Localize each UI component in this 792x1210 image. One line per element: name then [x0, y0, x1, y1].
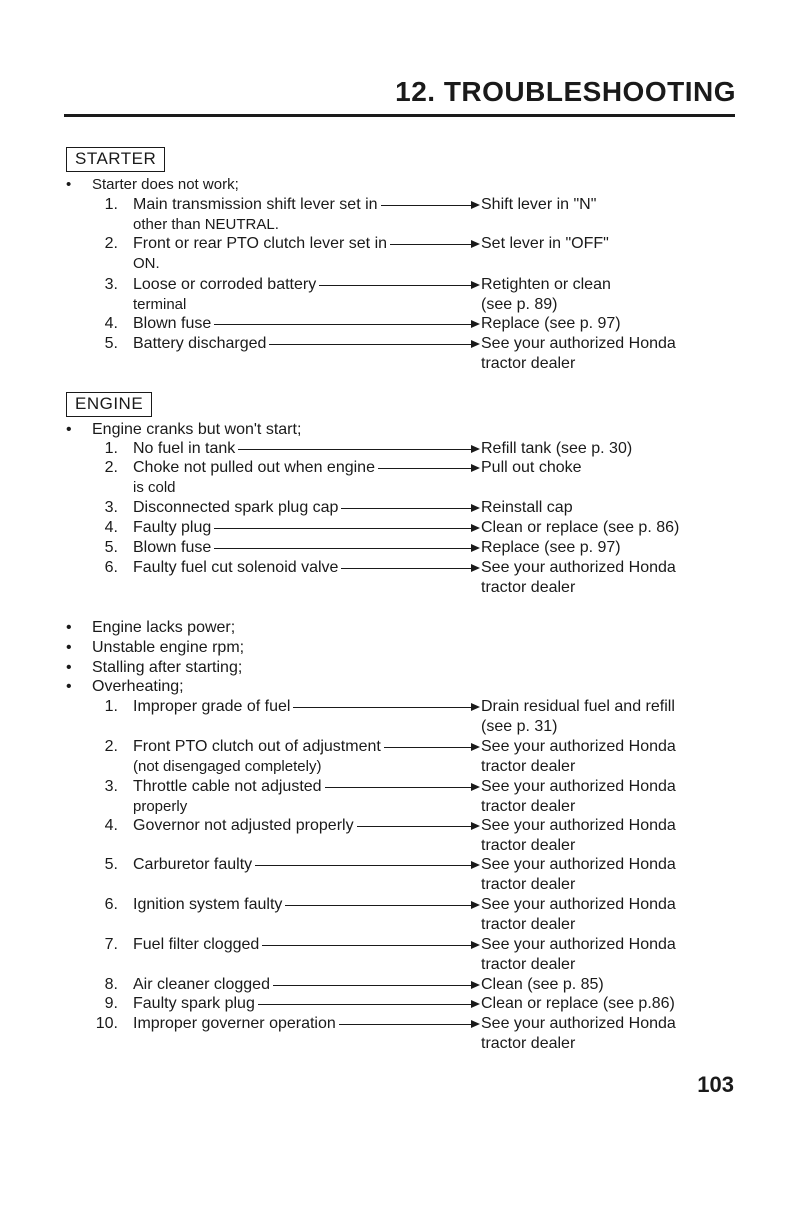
remedy-text: See your authorized Honda	[481, 856, 676, 873]
leader-line	[269, 344, 471, 345]
leader-line	[273, 985, 471, 986]
arrow-right-icon	[471, 524, 480, 532]
leader-line	[262, 945, 471, 946]
remedy-text: Shift lever in "N"	[481, 196, 597, 213]
cause-continuation: ON.	[133, 255, 160, 272]
remedy-text: Set lever in "OFF"	[481, 235, 609, 252]
arrow-right-icon	[471, 703, 480, 711]
cause-continuation: (not disengaged completely)	[133, 758, 322, 775]
remedy-continuation: tractor dealer	[481, 798, 576, 815]
power-symptom	[66, 638, 244, 658]
arrow-right-icon	[471, 901, 480, 909]
bullet-icon: •	[66, 619, 72, 636]
page-number: 103	[697, 1072, 734, 1097]
cause-text: Air cleaner clogged	[133, 976, 270, 993]
bullet-icon: •	[66, 659, 72, 676]
item-number: 3.	[104, 276, 118, 293]
arrow-right-icon	[471, 783, 480, 791]
power-symptom-text: Overheating;	[92, 678, 184, 695]
remedy-text: See your authorized Honda	[481, 936, 676, 953]
cause-text: Loose or corroded battery	[133, 276, 317, 293]
remedy-text: See your authorized Honda	[481, 1015, 676, 1032]
cause-text: Faulty fuel cut solenoid valve	[133, 559, 339, 576]
cause-text: Front or rear PTO clutch lever set in	[133, 235, 388, 252]
starter-symptom-text: Starter does not work;	[92, 176, 239, 193]
engine-section-label: ENGINE	[66, 392, 152, 417]
remedy-text: See your authorized Honda	[481, 817, 676, 834]
power-symptom-text: Stalling after starting;	[92, 659, 243, 676]
power-symptom-text: Unstable engine rpm;	[92, 639, 245, 656]
bullet-icon: •	[66, 176, 72, 193]
remedy-continuation: (see p. 89)	[481, 296, 558, 313]
item-number: 6.	[104, 559, 118, 576]
cause-continuation: is cold	[133, 479, 176, 496]
item-number: 6.	[104, 896, 118, 913]
remedy-text: Pull out choke	[481, 459, 582, 476]
remedy-text: See your authorized Honda	[481, 778, 676, 795]
leader-line	[258, 1004, 471, 1005]
leader-line	[319, 285, 471, 286]
item-number: 7.	[104, 936, 118, 953]
remedy-text: Replace (see p. 97)	[481, 315, 621, 332]
item-number: 2.	[104, 738, 118, 755]
item-number: 9.	[104, 995, 118, 1012]
arrow-right-icon	[471, 941, 480, 949]
item-number: 3.	[104, 778, 118, 795]
leader-line	[341, 568, 471, 569]
arrow-right-icon	[471, 504, 480, 512]
leader-line	[339, 1024, 471, 1025]
cause-text: Blown fuse	[133, 539, 212, 556]
cause-text: Carburetor faulty	[133, 856, 253, 873]
arrow-right-icon	[471, 544, 480, 552]
item-number: 10.	[95, 1015, 118, 1032]
item-number: 8.	[104, 976, 118, 993]
leader-line	[214, 528, 471, 529]
cause-continuation: terminal	[133, 296, 187, 313]
arrow-right-icon	[471, 340, 480, 348]
bullet-icon: •	[66, 421, 72, 438]
cause-text: Front PTO clutch out of adjustment	[133, 738, 381, 755]
cause-text: Faulty plug	[133, 519, 212, 536]
starter-section-label: STARTER	[66, 147, 165, 172]
remedy-text: See your authorized Honda	[481, 738, 676, 755]
cause-text: Faulty spark plug	[133, 995, 255, 1012]
bullet-icon: •	[66, 678, 72, 695]
remedy-continuation: (see p. 31)	[481, 718, 558, 735]
cause-text: Blown fuse	[133, 315, 212, 332]
arrow-right-icon	[471, 861, 480, 869]
engine-symptom-text: Engine cranks but won't start;	[92, 421, 302, 438]
chapter-title: 12. TROUBLESHOOTING	[395, 76, 736, 107]
remedy-continuation: tractor dealer	[481, 758, 576, 775]
leader-line	[378, 468, 471, 469]
remedy-text: Replace (see p. 97)	[481, 539, 621, 556]
item-number: 1.	[104, 196, 118, 213]
remedy-text: See your authorized Honda	[481, 559, 676, 576]
leader-line	[381, 205, 471, 206]
item-number: 4.	[104, 817, 118, 834]
arrow-right-icon	[471, 743, 480, 751]
item-number: 5.	[104, 856, 118, 873]
header-rule	[64, 114, 735, 117]
leader-line	[214, 324, 471, 325]
cause-text: Choke not pulled out when engine	[133, 459, 375, 476]
remedy-continuation: tractor dealer	[481, 579, 576, 596]
arrow-right-icon	[471, 320, 480, 328]
starter-symptom	[66, 175, 239, 195]
remedy-text: Clean (see p. 85)	[481, 976, 604, 993]
arrow-right-icon	[471, 464, 480, 472]
leader-line	[341, 508, 471, 509]
remedy-text: Clean or replace (see p.86)	[481, 995, 675, 1012]
cause-continuation: properly	[133, 798, 188, 815]
power-symptom	[66, 618, 235, 638]
cause-text: Improper grade of fuel	[133, 698, 291, 715]
cause-text: Battery discharged	[133, 335, 267, 352]
item-number: 3.	[104, 499, 118, 516]
power-symptom	[66, 677, 184, 697]
leader-line	[384, 747, 471, 748]
item-number: 2.	[104, 459, 118, 476]
arrow-right-icon	[471, 281, 480, 289]
arrow-right-icon	[471, 822, 480, 830]
cause-text: Improper governer operation	[133, 1015, 336, 1032]
leader-line	[255, 865, 471, 866]
power-symptom-text: Engine lacks power;	[92, 619, 236, 636]
remedy-continuation: tractor dealer	[481, 956, 576, 973]
item-number: 4.	[104, 315, 118, 332]
item-number: 2.	[104, 235, 118, 252]
item-number: 5.	[104, 335, 118, 352]
leader-line	[390, 244, 471, 245]
remedy-text: Refill tank (see p. 30)	[481, 440, 633, 457]
arrow-right-icon	[471, 1000, 480, 1008]
cause-text: Throttle cable not adjusted	[133, 778, 322, 795]
engine-symptom	[66, 420, 301, 440]
remedy-text: See your authorized Honda	[481, 896, 676, 913]
bullet-icon: •	[66, 639, 72, 656]
arrow-right-icon	[471, 981, 480, 989]
remedy-text: Clean or replace (see p. 86)	[481, 519, 680, 536]
cause-text: Fuel filter clogged	[133, 936, 260, 953]
remedy-text: See your authorized Honda	[481, 335, 676, 352]
remedy-text: Retighten or clean	[481, 276, 611, 293]
remedy-continuation: tractor dealer	[481, 876, 576, 893]
leader-line	[214, 548, 471, 549]
remedy-text: Reinstall cap	[481, 499, 573, 516]
item-number: 1.	[104, 698, 118, 715]
leader-line	[285, 905, 471, 906]
cause-text: Main transmission shift lever set in	[133, 196, 378, 213]
remedy-text: Drain residual fuel and refill	[481, 698, 675, 715]
item-number: 4.	[104, 519, 118, 536]
leader-line	[325, 787, 471, 788]
leader-line	[357, 826, 471, 827]
remedy-continuation: tractor dealer	[481, 916, 576, 933]
arrow-right-icon	[471, 445, 480, 453]
remedy-continuation: tractor dealer	[481, 837, 576, 854]
arrow-right-icon	[471, 1020, 480, 1028]
cause-text: Disconnected spark plug cap	[133, 499, 339, 516]
item-number: 1.	[104, 440, 118, 457]
leader-line	[238, 449, 471, 450]
remedy-continuation: tractor dealer	[481, 355, 576, 372]
cause-continuation: other than NEUTRAL.	[133, 216, 279, 233]
cause-text: Ignition system faulty	[133, 896, 283, 913]
power-symptom	[66, 658, 242, 678]
leader-line	[293, 707, 471, 708]
item-number: 5.	[104, 539, 118, 556]
arrow-right-icon	[471, 201, 480, 209]
cause-text: Governor not adjusted properly	[133, 817, 354, 834]
remedy-continuation: tractor dealer	[481, 1035, 576, 1052]
cause-text: No fuel in tank	[133, 440, 236, 457]
arrow-right-icon	[471, 240, 480, 248]
arrow-right-icon	[471, 564, 480, 572]
